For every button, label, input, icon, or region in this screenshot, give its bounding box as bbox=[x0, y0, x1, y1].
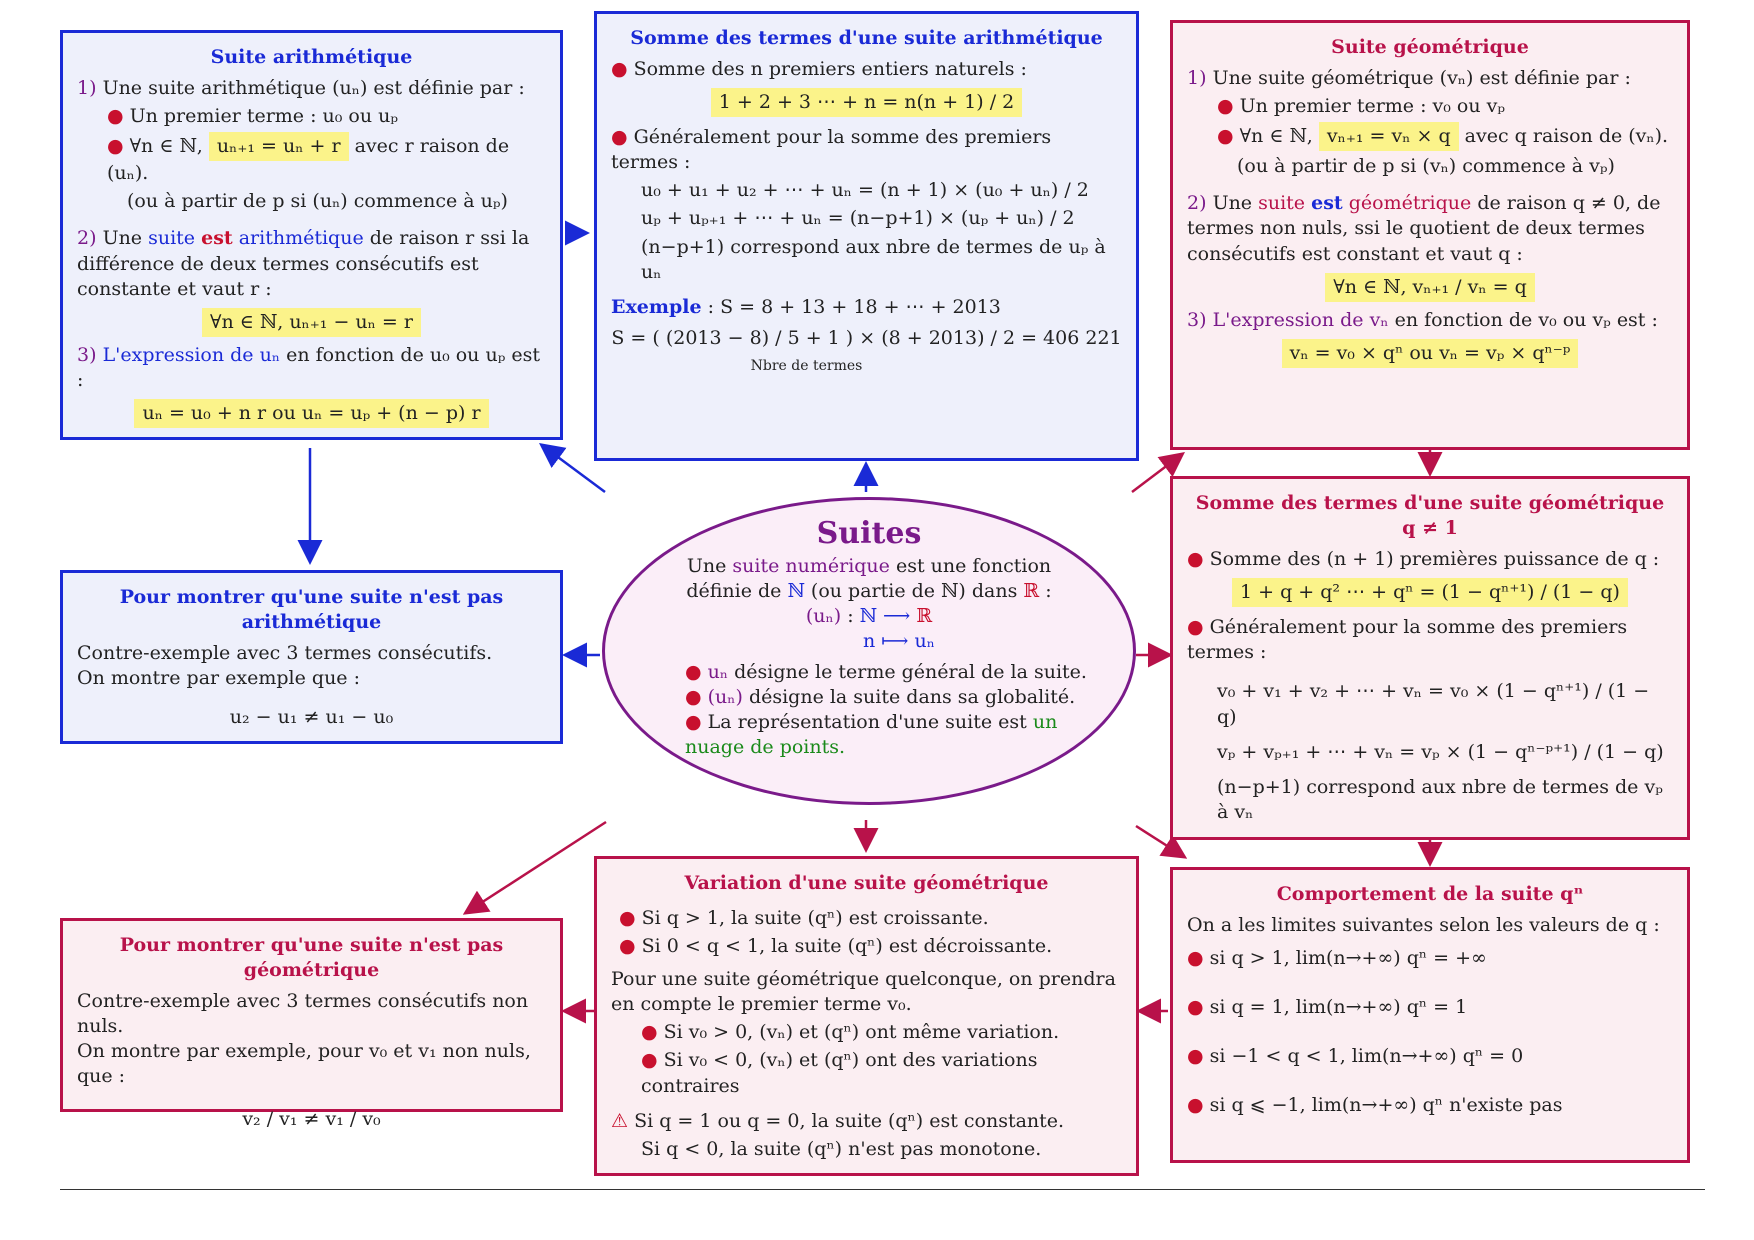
bullet-icon: ● bbox=[611, 126, 628, 149]
bottom-rule bbox=[60, 1189, 1705, 1190]
somme-arithmetique-box: Somme des termes d'une suite arithmétique ● Somme des n premiers entiers naturels : 1 + 2 + 3 ⋯ + n = n(n + 1) / 2 ● Généralement pour la somme des premiers termes : u₀ + u₁ + u₂ + ⋯ + uₙ = (n + 1) × (u₀ + uₙ) / 2 uₚ + uₚ₊₁ + ⋯ + uₙ = (n−p+1) × (uₚ + uₙ) / 2 (n−p+1) correspond aux nbre de termes de uₚ à uₙ Exemple : S = 8 + 13 + 18 + ⋯ + 2013 S = ( (2013 − 8) / 5 + 1 ) × (8 + 2013) / 2 = 406 221 Nbre de termes bbox=[594, 11, 1139, 461]
bullet-icon: ● bbox=[1187, 1094, 1204, 1117]
box-title: Somme des termes d'une suite arithmétique bbox=[630, 27, 1103, 49]
somme-geometrique-box: Somme des termes d'une suite géométrique q ≠ 1 ● Somme des (n + 1) premières puissance de q : 1 + q + q² ⋯ + qⁿ = (1 − qⁿ⁺¹) / (1 − q) ● Généralement pour la somme des premiers termes : v₀ + v₁ + v₂ + ⋯ + vₙ = v₀ × (1 − qⁿ⁺¹) / (1 − q) vₚ + vₚ₊₁ + ⋯ + vₙ = vₚ × (1 − qⁿ⁻ᵖ⁺¹) / (1 − q) (n−p+1) correspond aux nbre de termes de vₚ à vₙ bbox=[1170, 476, 1690, 840]
bullet-icon: ● bbox=[1187, 996, 1204, 1019]
pas-geometrique-box: Pour montrer qu'une suite n'est pas géométrique Contre-exemple avec 3 termes consécutifs non nuls. On montre par exemple, pour v₀ et v₁ non nuls, que : v₂ / v₁ ≠ v₁ / v₀ bbox=[60, 918, 563, 1112]
comportement-box: Comportement de la suite qⁿ On a les limites suivantes selon les valeurs de q : ● si q > 1, lim(n→+∞) qⁿ = +∞ ● si q = 1, lim(n→+∞) qⁿ = 1 ● si −1 < q < 1, lim(n→+∞) qⁿ = 0 ● si q ⩽ −1, lim(n→+∞) qⁿ n'existe pas bbox=[1170, 867, 1690, 1163]
bullet-icon: ● bbox=[1187, 616, 1204, 639]
box-title: Comportement de la suite qⁿ bbox=[1276, 883, 1584, 905]
bullet-icon: ● bbox=[1217, 125, 1234, 148]
box-title: Suite géométrique bbox=[1331, 36, 1529, 58]
bullet-icon: ● bbox=[619, 935, 636, 958]
box-title: Suite arithmétique bbox=[210, 46, 413, 68]
bullet-icon: ● bbox=[107, 105, 124, 128]
bullet-icon: ● bbox=[1187, 947, 1204, 970]
bullet-icon: ● bbox=[641, 1049, 658, 1072]
bullet-icon: ● bbox=[1217, 95, 1234, 118]
box-title: Pour montrer qu'une suite n'est pas arithmétique bbox=[119, 586, 504, 634]
box-title: Variation d'une suite géométrique bbox=[684, 872, 1049, 894]
box-title: Pour montrer qu'une suite n'est pas géométrique bbox=[119, 934, 504, 982]
bullet-icon: ● bbox=[619, 907, 636, 930]
pas-arithmetique-box: Pour montrer qu'une suite n'est pas arithmétique Contre-exemple avec 3 termes consécutifs. On montre par exemple que : u₂ − u₁ ≠ u₁ − u₀ bbox=[60, 570, 563, 744]
bullet-icon: ● bbox=[1187, 1045, 1204, 1068]
suite-arithmetique-box: Suite arithmétique 1) Une suite arithmétique (uₙ) est définie par : ● Un premier terme : u₀ ou uₚ ● ∀n ∈ ℕ, uₙ₊₁ = uₙ + r avec r raison de (uₙ). (ou à partir de p si (uₙ) commence à uₚ) 2) Une suite est arithmétique de raison r ssi la différence de deux termes consécutifs est constante et vaut r : ∀n ∈ ℕ, uₙ₊₁ − uₙ = r 3) L'expression de uₙ en fonction de u₀ ou uₚ est : uₙ = u₀ + n r ou uₙ = uₚ + (n − p) r bbox=[60, 30, 563, 440]
bullet-icon: ● bbox=[685, 685, 702, 708]
bullet-icon: ● bbox=[1187, 548, 1204, 571]
bullet-icon: ● bbox=[685, 711, 702, 734]
suite-geometrique-box: Suite géométrique 1) Une suite géométrique (vₙ) est définie par : ● Un premier terme : v₀ ou vₚ ● ∀n ∈ ℕ, vₙ₊₁ = vₙ × q avec q raison de (vₙ). (ou à partir de p si (vₙ) commence à vₚ) 2) Une suite est géométrique de raison q ≠ 0, de termes non nuls, ssi le quotient de deux termes consécutifs est constant et vaut q : ∀n ∈ ℕ, vₙ₊₁ / vₙ = q 3) L'expression de vₙ en fonction de v₀ ou vₚ est : vₙ = v₀ × qⁿ ou vₙ = vₚ × qⁿ⁻ᵖ bbox=[1170, 20, 1690, 450]
warning-icon: ⚠ bbox=[611, 1109, 629, 1132]
suites-center-ellipse: Suites Une suite numérique est une fonction définie de ℕ (ou partie de ℕ) dans ℝ : (uₙ) : ℕ ⟶ ℝ n ⟼ uₙ ● uₙ désigne le terme général de la suite. ● (uₙ) désigne la suite dans sa globalité. ● La représentation d'une suite est un nuage de points. bbox=[602, 497, 1136, 805]
variation-geometrique-box: Variation d'une suite géométrique ● Si q > 1, la suite (qⁿ) est croissante. ● Si 0 < q < 1, la suite (qⁿ) est décroissante. Pour une suite géométrique quelconque, on prendra en compte le premier terme v₀. ● Si v₀ > 0, (vₙ) et (qⁿ) ont même variation. ● Si v₀ < 0, (vₙ) et (qⁿ) ont des variations contraires ⚠ Si q = 1 ou q = 0, la suite (qⁿ) est constante. Si q < 0, la suite (qⁿ) n'est pas monotone. bbox=[594, 856, 1139, 1176]
bullet-icon: ● bbox=[611, 58, 628, 81]
center-title: Suites bbox=[816, 516, 922, 551]
box-title: Somme des termes d'une suite géométrique q ≠ 1 bbox=[1195, 492, 1665, 540]
bullet-icon: ● bbox=[641, 1021, 658, 1044]
brace-label: Nbre de termes bbox=[750, 357, 863, 374]
bullet-icon: ● bbox=[107, 135, 124, 158]
bullet-icon: ● bbox=[685, 660, 702, 683]
